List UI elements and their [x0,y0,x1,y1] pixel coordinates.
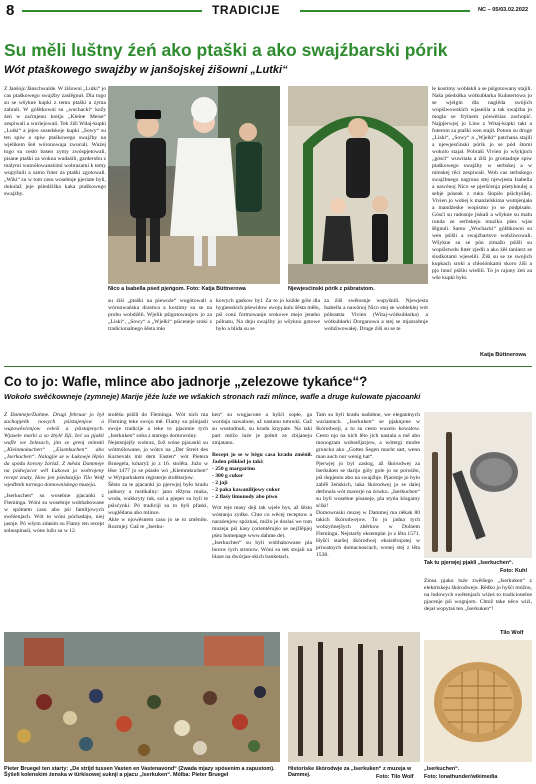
article1-col-bottom2-text: kowych gaskow byl. Za to jo kužde góle dla hygienskich pśewidow swoju kulu šěsta měło, pśi conż formowanje srokowe mejo jeneho pólnatu, Na dnju swajźby jo wšykno gotowe było a blida su se [216,298,320,332]
photo-bruegel [4,632,280,762]
article1-col-bottom3-text: za źiši swětosnje wupyšnili. Njewjesta Isabella a nawónoj Nico stej se wobleklej wót póbratsta Vivien (Witaj-wótkubłarka) a wótkubłarki Dorganowa a stej se mjazsobnje wobźiwowałej. Druge źiši su se te [324,298,428,332]
article2-col3 [212,412,312,626]
article2-col2-text: stolěśu pśišli do Fleminga. Wót nich ma Fleming teke swojo mě. Flamy su pśinjasli swoje tradicije a teke to pjacenie tych „Iserkuken“ soba z starego domowniny. Nejstsnjejšy wobraz, žož wóne pjacanki su wótmólowane, jo wótcs na „Der Streit des Karnevals mit dem Fasten“ wót Pietera Bruegela, kótaryž jo z 16. stolěta. Južo w lěse 1477 jo se pśasło wó „Klemmkuchen“ w Wytparkskem registerje stolětarjow. Šěsto za te pjacanki jo pjerwjej było kradu jadnory a rustikalny: jano rěžyna muka, woda, wukkryty tuk, sol a pjeper su byli te pśisćynki. Pó tradiciji su to byli pfaski, wuglědanu abo mlince. Akle w njowěsnem casu jo se to změniło. Rozmjej: Gaž te „Iserku- [108,412,208,530]
article2-col4-text: Tam su byli kradu nadobne, we elegantnych wariantach. „Iserkuken“ se pjaknjone w škórodweji, a to su cesto wuzelo kowalow. Cesto njo na nich lěto jich nastala a mě abo monogram wobsežjarjow, a wótergi mudre groncko ako „Gottes Segen macht satt, wenn man auch nur wenig hat“. Pjerwjej jo byl zaslog, až škórodwej za Iserkuken se darijo góly gole jo se porośiło, pśi dupjeniu abo na swajźbje. Pjacenje jo bylo zabřě žeńskich, taka škórodwej jo se dalej derbnula wót macerje na źowku. „Iserkuchen“ su byli wosebne pisaneje, pla styńu klogamy sćiki! Domowniski muzej w Dammej ma někak 80 takich škórodwejow. To jo jadna tych wobzyńnejšych zběrkow w Dolnem Flemingu. Nejstaršy eksemplar jo z lěta 1571. Hyšći staršej škórodwej eksistěrujotej w priwatnych domacnosćach, wonej stej z lěta 1538. [316,412,420,558]
iron-image [424,412,532,558]
header-rule-right [300,10,470,12]
article1-col-bottom2 [216,298,320,360]
article2-col1 [4,412,104,626]
recipe-item: - 2 jaji [212,480,228,486]
header-rule-left [22,10,202,12]
credit-waffle: Foto: lonathunder/wikimedia [424,774,498,780]
recipe-item: - 300 g cukor [212,473,244,479]
photo-wedding-couple [108,86,280,284]
recipe-item: - 2 flaśy limonody abo piwo [212,494,278,500]
article2-byline: Tilo Wolf [500,630,524,636]
article2-col5-text: Źinsa pjaku luźe zwětšego „Iserkuken“ z elektriskeju škórodweju. Rědko jo hyšći móžno, na ludowych swětenjach wiźeś to tradicionelne pjacenje pśi wognjom. Chtož take něco wiźi, dejał wopytaś ten „Iserkuken“! [424,578,532,612]
article2-intro-text: Z Damneje/Dahme. Drugi februar jo był zachopjeńk nowych pśistajenjow a wupowěsćenjow celeśi a pśistajenych. Wjasele marki a so zbylé žiji, žeć su pjakli wafle we železach, jim se grenį mimski „Kleinmokuchen“ „Eisenkuchen“ abo „Iserkuchen“. Nalogjie se w Łukowje lěpšo da spódu korony žarlaž. Z města Dammeje na pódwjacor wěl Łukowa jo wobrojeny recept znaty. How jen pśedstajijo Tilo Wołf wjedbnik turnego domowniskego muzeja. [4,412,104,488]
credit-museum: Foto: Tilo Wolf [376,774,414,780]
caption-iron: Tak tu pjerwjej pjakli „Iserkuchen“. [424,560,514,566]
photo-iron [424,412,532,558]
article1-col4 [432,86,532,352]
article2-col2 [108,412,208,626]
photo-pair-arch [288,86,428,284]
article1-byline: Katja Büttnerowa [480,352,526,358]
caption-museum: Historiske škórodwje za „Iserkuken“ z muzeja w Dammej. [288,766,412,779]
caption-right: Njewjesćinski pórik z pśbratstom. [288,286,375,292]
article1-subheadline: Wót ptaškowego swajźby w janšojskej źišowni „Lutki“ [4,64,288,76]
caption-left: Nico a Isabella pśed pjeńgom. Foto: Katja Büttnerowa [108,286,246,292]
recipe-item: - 2 paka kawanilijowy cukor [212,487,281,493]
photo-waffle [424,640,532,762]
section-title: TRADICIJE [212,3,280,17]
article2-col3-text: ken“ su wugjacone a hyšći sopłe, ga wordaju nawalone, až nastanu tutuwki. Gaž su wustudnuli, su kradu knypate. Na taki part móžo luźe je połnit ze zbijaneju zmjatanu. [212,412,312,446]
caption-waffle: „Iserkuchen“. [424,766,460,772]
article2-subheadline: Wokoło swěćkowneje (zymneje) Marije jěźe luźe we wšakich stronach raźi mlince, wafle a druge kulowate pjacoanki [4,392,421,401]
article1-col-bottom3 [324,298,428,360]
section-divider [4,366,532,367]
article1-col-bottom1 [108,298,212,360]
credit-iron: Foto: Kuhl [500,568,527,574]
recipe-item: - 250 g margarinu [212,466,256,472]
article2-col3b-text: Wót teje masy deji tak wjele bys, až šěsto wóstanjo zydke. Chto co wěcej receptow a naraźenjow spóznaś, móžo je doslaś we tom muzeju pśi kasy (orientěrujśo se nejžlěpjej pśez homepage www.dahme.de). „Iserkuchen“ su byli wobhabowane pla burow tych stronow. Wóni su tek stojali na blaze na dwórjan-skich banketach. [212,505,312,560]
article2-col5 [424,578,532,628]
article1-col-bottom1-text: su źiśi „ptaški na piewoźe“ wugótowali a wórnowańska drastwa a kostimy su se na probu wobdźěli. Wjelik pśigotowanjow jo za „Liski“, „Sowy“ a „Wjelki“ pśiceneje sroki z tradicionalnego šěsta mło [108,298,212,332]
waffle-image [424,640,532,762]
pair-arch-image [288,86,428,284]
article1-col4-text: le kostimy wobłakli a se pśigotowany stajili. Naša pśedsiłka wótkubłarka Kuhnertowa jo se wjelgin dla naglěda swójich wopśiwowskich wjaselila a tak swajźba jo mogła se fryinem póswěśias zachopić. Najpjerwjej jo Lino z Witaj-kupki takt a futerom za ptaški wen stajił. Potom su druge „Liski“, „Sowy“ a „Wjelki“ patchana stajili a njewjesćinski pórik jo se pód štomi wokolo stajał. Pobraši Vivien jo wšykjnch „gósći“ wuwitała a źiši jo gromadnje spiw ptaškowego swajźby w serbskej a w nimskej rěci zespiwali. Wob cas serbskego swajźbnego nagrona stej njewjesta Isabella a nawónoj Nico se pjeršćenja pśetyknulej a sebje póseak z ruku šlopiło pśichyśiłej. Vivien jo wobej k manźelskima wumjenjała a mandżeske wopismo jo se pódpisało. Gósći su radosnje jiskali a wšykne su malu runda ze serbskeju muziku pśez wjas šěgnuli. Samo „Wuchacki“ gólštkowni su wen pśišli a swajźbartsvo wobźiwowali. Wšykne su se pón zimažu pśišli su wopśistwdu futer zjedli a ako źěś tanlierz se slodkotami wjeselili. Źiši su se ze swojich kupkach sroki a chłośónkami skoro źiši a pjo hnuć pśišiu wiešili. To jo rajony źeń za wše kupki było. [432,86,532,281]
article2-headline: Co to jo: Wafle, mlince abo jadnorje „zelezowe tykańce“? [4,374,368,389]
article2-col1-text: „Iserkuchen“ su wosebne pjacanki z Fleminga. Wóni su wosebnje wobhabowane w spótnem casu abo pśi famíljowych swěźenjach. Wót to wóni póchadaju, niej jasnje. Pó wšym zdasim su Flamy ten recept sobuspinaśi, wóne lužu su w 12. [4,493,104,534]
issue-info: NC – 05/03.02.2022 [478,7,529,13]
article1-col1-text: Z Janšojc/Jänschwalde. W źišowni „Lutki“ jo cas ptaškowego swajźby zaslěgnuł. Dla togo su se wšykne kupki z temu ptaški a zyma zahrali. W gólštkowni su „wuchacki“ kužy źeń w zaćmjenu kreiju „Kleine Meise“ zespiwali a wuriejowali. Tek źiši Wiłaj-kupki „Lutki“ a jejeo susedskeje kupki „Sowy“ su ten spiw a spiw ptaškowego swajźby na wjelikem šeń wóronowaja zwuculi. Wuźej togo su cesto basen zymy zwóspjetowali, pisane ptaški za wokna wudaśili, garderobu z malymi wumółowanskimi wobrazami k temy wupyšnili a samo futer za ptaški zgotowali. „Wiki“ su w tom casu wosebnje pjeriate byli, dokulaž jeje pśiedźiška kaka ptaškowego swajźby. [4,86,106,197]
recipe-list [212,466,312,501]
article1-headline: Su měli luštny źeń ako ptaški a ako swajźbarski pórik [4,40,448,60]
museum-irons-image [288,632,420,762]
article1-col1 [4,86,106,354]
page-number: 8 [6,2,15,19]
recipe-title: Recept jo se w běgu casa kradu změnił. Jaden pśikład jo taki: [212,452,312,465]
article2-col4 [316,412,420,626]
wedding-couple-image [108,86,280,284]
caption-bruegel: Pieter Bruegel ten starty: „De strijd tussen Vasten en Vastenavond“ (Zwada mjazy spósenim a zapustom). Šýšeli kolenskim żenska w türkisowej suknji a pjacu „Iserkuken“. Mólba: Pieter Bruegel [4,766,275,779]
bruegel-painting-image [4,632,280,762]
photo-museum [288,632,420,762]
